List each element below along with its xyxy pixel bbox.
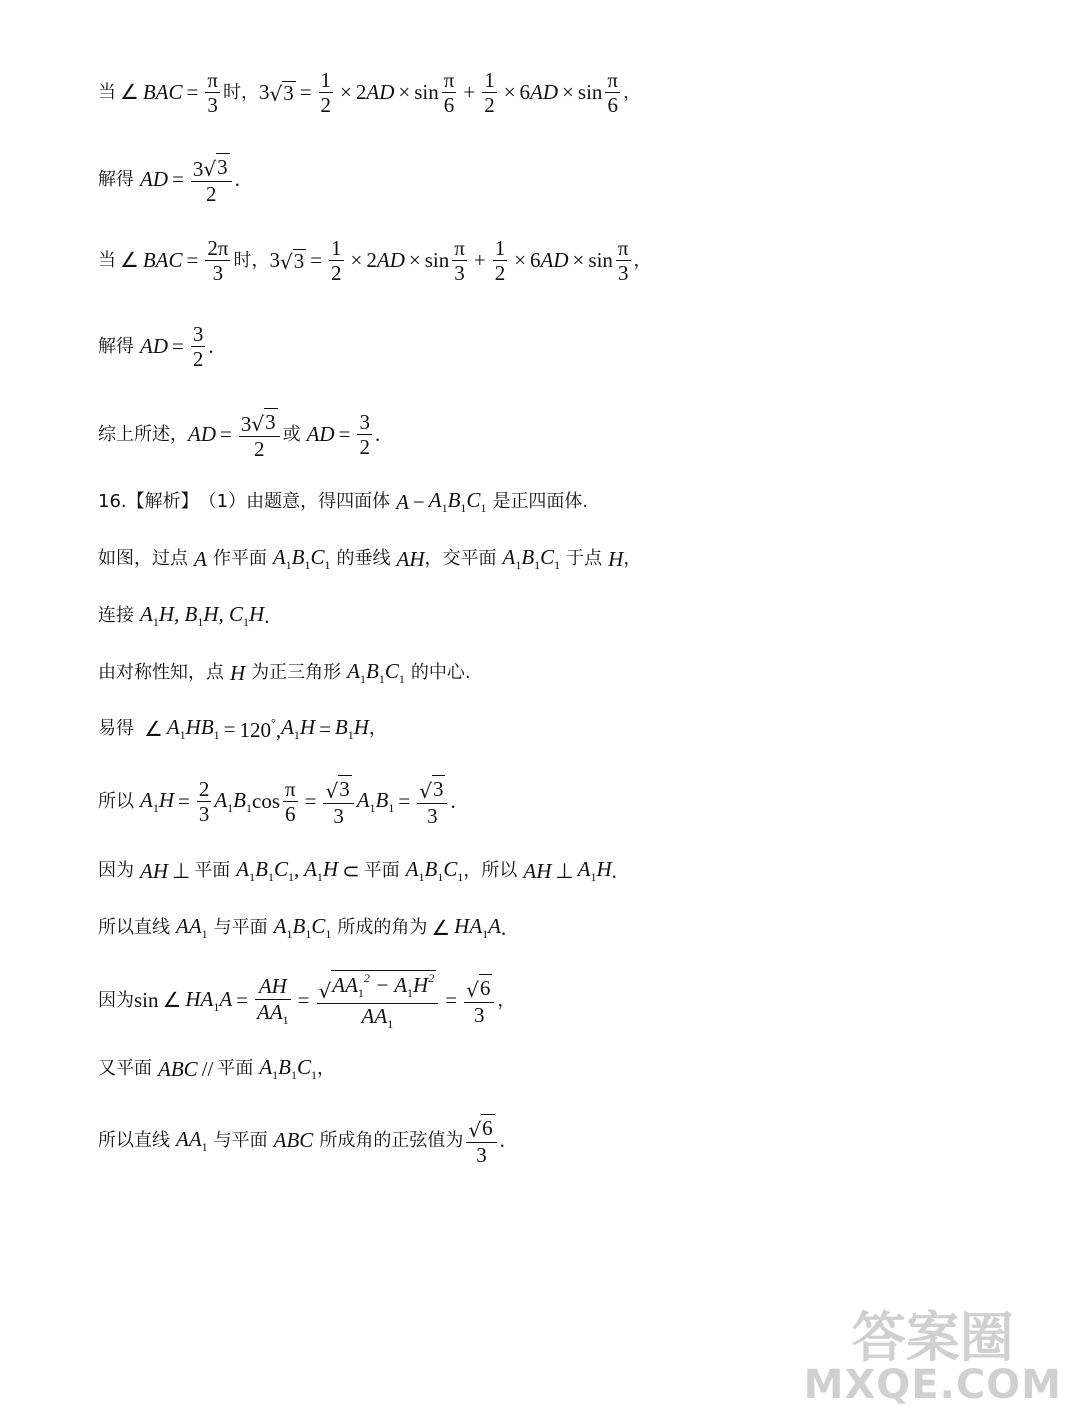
line-sine-calc: 因为 sin ∠ $HA_1A$ = $\frac{AH}{AA_1}$ = √ $AA_1^2 - A_1H^2$ $AA_1$ = √ 6 3 ， <box>98 971 516 1031</box>
text: 当 <box>98 249 116 271</box>
line-solve-1: 解得 AD = 3 √ 3 2 . <box>98 155 240 207</box>
text: 解得 <box>98 168 134 190</box>
line-connect: 连接 $A_1H$, $B_1H$, $C_1H$ . <box>98 602 270 629</box>
line-conclusion: 所以直线 $AA_1$ 与平面 ABC 所成角的正弦值为 √ 6 3 . <box>98 1116 505 1168</box>
text: 当 <box>98 81 116 103</box>
cos-fn: cos <box>252 789 280 814</box>
text: 易得 <box>98 718 134 739</box>
text: 综上所述， <box>98 423 188 445</box>
watermark-logo <box>803 1306 1062 1408</box>
line-parallel: 又平面 ABC // 平面 $A_1B_1C_1$ ， <box>98 1055 336 1082</box>
text: . <box>499 1128 505 1153</box>
text: 如图，过点 <box>98 548 188 569</box>
line-q16: 16.【解析】 （1）由题意，得四面体 A − $A_1B_1C_1$ 是正四面体. <box>98 488 589 515</box>
text: 或 <box>282 423 301 445</box>
text: ， <box>317 1058 336 1079</box>
line-angle-120: 易得 ∠ $A_1HB_1$ = 120°, $A_1H$ = $B_1H$ ， <box>98 715 387 742</box>
text: 平面 <box>217 1058 254 1079</box>
text: 与平面 <box>213 1129 268 1151</box>
watermark-url: MXQE.COM <box>803 1362 1062 1408</box>
text: . <box>611 858 617 883</box>
sin-fn: sin <box>414 80 439 105</box>
line-a1h-value: 所以 $A_1H$ = $\frac{2}{3}$ $A_1B_1$ cos $\frac{\pi}{6}$ = √ 3 3 $A_1B_1$ = √ 3 3 . <box>98 777 456 829</box>
sin-fn: sin <box>588 248 613 273</box>
text: ，交平面 <box>424 548 497 569</box>
text: 所以 <box>98 790 134 812</box>
sin-fn: sin <box>424 248 450 273</box>
text: 作平面 <box>212 548 267 569</box>
text: . <box>264 603 270 628</box>
text: 解得 <box>98 335 134 357</box>
text: 所以直线 <box>98 1129 170 1151</box>
text: 的中心. <box>410 662 471 683</box>
text: 因为 <box>98 860 134 881</box>
line-angle-def: 所以直线 $AA_1$ 与平面 $A_1B_1C_1$ 所成的角为 ∠ $HA_1A$ . <box>98 914 507 941</box>
line-symmetry: 由对称性知，点 H 为正三角形 $A_1B_1C_1$ 的中心. <box>98 659 471 686</box>
text: 与平面 <box>213 917 268 938</box>
text: 平面 <box>363 860 400 881</box>
text: 由对称性知，点 <box>98 662 224 683</box>
line-case-pi3: 当 ∠ BAC = $\frac{\pi}{3}$ 时 ， 3 √ 3 = $\frac{1}{2}$ × 2 AD × sin $\frac{\pi}{6}$ + $\frac{1}{2}$ × 6 AD × sin $\frac{\pi}{6}$ ， <box>98 68 642 118</box>
text: 的垂线 <box>336 548 391 569</box>
text: 又平面 <box>98 1058 152 1079</box>
text: ， <box>368 718 387 739</box>
text: 所成角的正弦值为 <box>319 1129 464 1151</box>
text: 为正三角形 <box>251 662 342 683</box>
text: 连接 <box>98 605 134 626</box>
text: 时 <box>233 249 252 271</box>
text: 平面 <box>194 860 231 881</box>
text: . <box>450 789 456 814</box>
text: ， <box>251 249 270 271</box>
question-label: 16.【解析】 <box>98 491 199 512</box>
text: 于点 <box>566 548 603 569</box>
text: 所以直线 <box>98 917 170 938</box>
text: 是正四面体. <box>492 491 589 512</box>
line-perpendicular: 因为 AH ⊥ 平面 $A_1B_1C_1$, $A_1H$ ⊂ 平面 $A_1B_1C_1$ ，所以 AH ⊥ $A_1H$ . <box>98 857 617 884</box>
text: . <box>234 167 240 192</box>
line-case-2pi3: 当 ∠ BAC = $\frac{2\pi}{3}$ 时 ， 3 √ 3 = $\frac{1}{2}$ × 2 AD × sin $\frac{\pi}{3}$ + $\frac{1}{2}$ × 6 AD × sin $\frac{\pi}{3}$ ， <box>98 236 652 286</box>
text: 因为 <box>98 989 134 1011</box>
text: 所成的角为 <box>337 917 428 938</box>
sin-fn: sin <box>134 988 159 1013</box>
text: ， <box>240 81 259 103</box>
text: ， <box>623 81 642 103</box>
text: ， <box>633 249 652 271</box>
text: ， <box>623 548 642 569</box>
line-summary: 综上所述， AD = 3 √ 3 2 或 AD = $\frac{3}{2}$ . <box>98 410 381 462</box>
line-solve-2: 解得 AD = $\frac{3}{2}$ . <box>98 322 214 372</box>
watermark-text: 答案圈 <box>851 1306 1014 1369</box>
text: . <box>208 334 214 359</box>
text: ， <box>497 989 516 1011</box>
text: 时 <box>222 81 241 103</box>
sin-fn: sin <box>577 80 603 105</box>
text: （1）由题意，得四面体 <box>198 491 391 512</box>
text: ，所以 <box>463 860 518 881</box>
line-draw-ah: 如图，过点 A 作平面 $A_1B_1C_1$ 的垂线 AH ，交平面 $A_1B_1C_1$ 于点 H ， <box>98 545 642 572</box>
text: . <box>500 915 507 940</box>
text: . <box>374 422 381 447</box>
